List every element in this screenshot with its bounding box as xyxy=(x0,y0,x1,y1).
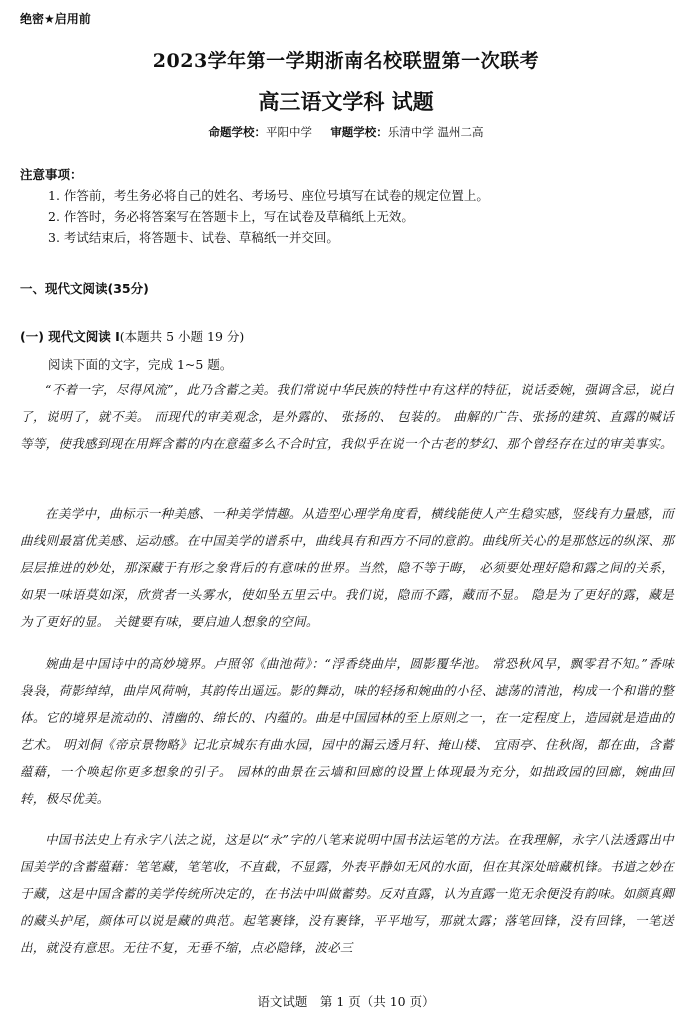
setter-label: 命题学校： xyxy=(208,125,267,139)
subsection-note: (本题共 5 小题 19 分) xyxy=(119,329,245,344)
notice-heading: 注意事项： xyxy=(20,167,83,182)
schools-line xyxy=(0,124,692,140)
setter-school: 平阳中学 xyxy=(266,125,313,139)
passage-paragraph: 婉曲是中国诗中的高妙境界。卢照邻《曲池荷》：“浮香绕曲岸，圆影覆华池。 常恐秋风早，飘零君不知。”香味袅袅，荷影绰绰，曲岸风荷响，其韵传出遥远。影的舞动，味的轻扬和婉曲的小径、滤荡的清池，构成一个和谐的整体。它的境界是流动的、清幽的、绵长的、内蕴的。曲是中国园林的至上原则之一，在一定程度上，造园就是造曲的艺术。 明刘侗《帝京景物略》记北京城东有曲水园，园中的漏云透月轩、掩山楼、 宜雨亭、住秋阁，都在曲，含蓄蕴藉，一个唤起你更多想象的引子。 园林的曲景在云墙和回廊的设置上体现最为充分，如拙政园的回廊，婉曲回转，极尽优美。 xyxy=(20,656,674,806)
section-heading: 一、现代文阅读(35分) xyxy=(20,281,149,296)
reviewer-label: 审题学校： xyxy=(330,125,388,139)
subject-title: 高三语文学科 试题 xyxy=(258,90,434,114)
reviewer-schools: 乐清中学 温州二高 xyxy=(387,125,484,139)
reading-instruction: 阅读下面的文字，完成 1~5 题。 xyxy=(48,357,233,372)
exam-title: 2023学年第一学期浙南名校联盟第一次联考 xyxy=(152,50,540,72)
notice-item: 3. 考试结束后，将答题卡、试卷、草稿纸一并交回。 xyxy=(48,230,339,245)
notice-item: 1. 作答前，考生务必将自己的姓名、考场号、座位号填写在试卷的规定位置上。 xyxy=(48,188,489,203)
page-footer: 语文试题 第 1 页（共 10 页） xyxy=(257,994,435,1009)
confidential-label: 绝密★启用前 xyxy=(20,12,91,26)
subsection-heading xyxy=(20,327,244,345)
passage-paragraph: “不着一字，尽得风流”，此乃含蓄之美。我们常说中华民族的特性中有这样的特征，说话委婉，强调含忌，说白了，说明了，就不美。 而现代的审美观念，是外露的、 张扬的、 包装的。 曲解的广告、张扬的建筑、直露的喊话等等，使我感到现在用辉含蓄的内在意蕴多么不合时宜，我似乎在说一个古老的梦幻、那个曾经存在过的审美事实。 xyxy=(20,382,674,451)
passage-paragraph: 在美学中，曲标示一种美感、一种美学情趣。从造型心理学角度看，横线能使人产生稳实感，竖线有力量感，而曲线则最富优美感、运动感。在中国美学的谱系中，曲线具有和西方不同的意韵。曲线所关心的是那悠远的纵深、那层层推进的妙处，那深藏于有形之象背后的有意味的世界。当然，隐不等于晦， 必须要处理好隐和露之间的关系，如果一味语莫如深，欣赏者一头雾水，使如坠五里云中。我们说，隐而不露，藏而不显。 隐是为了更好的露，藏是为了更好的显。 关键要有味，要启迪人想象的空间。 xyxy=(20,506,674,629)
notice-item: 2. 作答时，务必将答案写在答题卡上，写在试卷及草稿纸上无效。 xyxy=(48,209,414,224)
subsection-title: (一) 现代文阅读 I xyxy=(20,329,120,344)
passage-paragraph: 中国书法史上有永字八法之说，这是以“永”字的八笔来说明中国书法运笔的方法。在我理解，永字八法透露出中国美学的含蓄蕴藉：笔笔藏，笔笔收，不直截，不显露，外表平静如无风的水面，但在其深处暗藏机锋。书道之妙在于藏，这是中国含蓄的美学传统所决定的，在书法中叫做蓄势。反对直露，认为直露一览无余便没有韵味。如颜真卿的藏头护尾，颜体可以说是藏的典范。起笔裹锋，没有裹锋，平平地写，那就太露；落笔回锋，没有回锋，一笔送出，就没有意思。无往不复，无垂不缩，点必隐锋，波必三 xyxy=(20,832,674,955)
